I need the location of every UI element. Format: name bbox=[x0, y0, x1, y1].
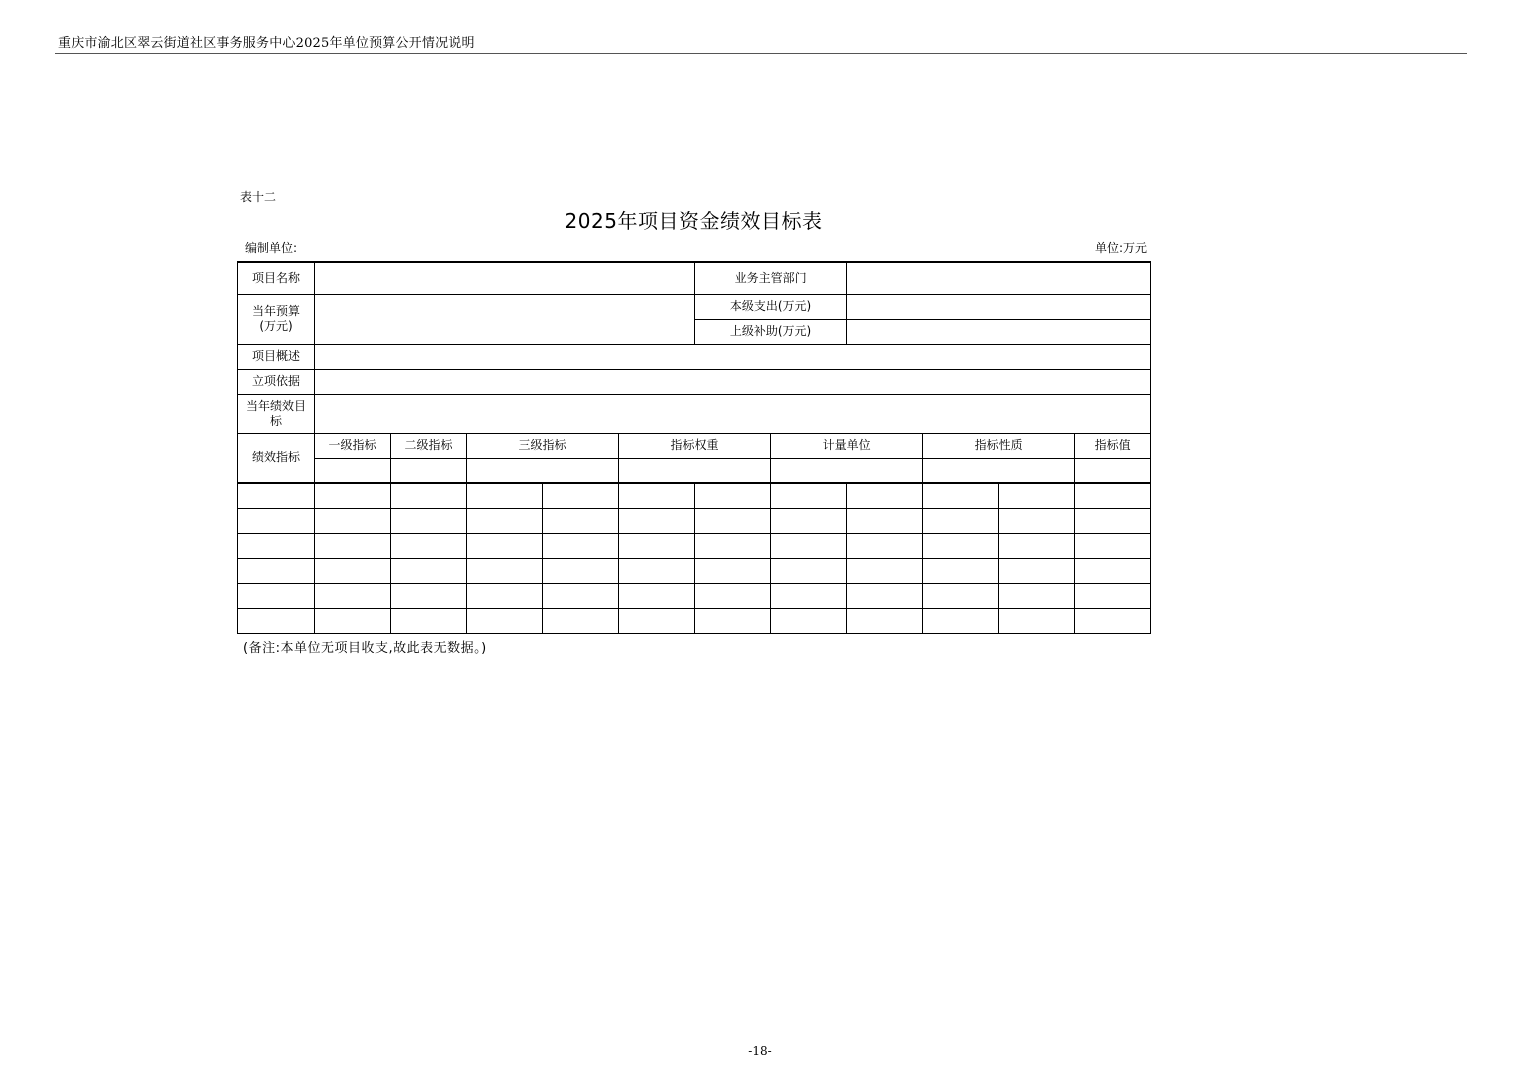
empty-cell bbox=[695, 558, 771, 583]
project-name-value bbox=[315, 262, 695, 294]
own-spend-value bbox=[847, 294, 1151, 319]
empty-cell bbox=[923, 508, 999, 533]
empty-cell bbox=[847, 483, 923, 508]
empty-cell bbox=[315, 483, 391, 508]
annual-budget-label-line2: (万元) bbox=[259, 319, 293, 333]
empty-cell bbox=[619, 483, 695, 508]
currency-unit-label: 单位:万元 bbox=[1094, 241, 1147, 255]
own-spend-label: 本级支出(万元) bbox=[695, 294, 847, 319]
empty-cell bbox=[923, 608, 999, 633]
empty-cell bbox=[999, 533, 1075, 558]
table-title: 2025年项目资金绩效目标表 bbox=[564, 209, 823, 233]
table-row bbox=[238, 483, 1151, 508]
empty-cell bbox=[695, 483, 771, 508]
empty-cell bbox=[1075, 558, 1151, 583]
empty-cell bbox=[847, 533, 923, 558]
empty-cell bbox=[1075, 583, 1151, 608]
empty-cell bbox=[923, 533, 999, 558]
performance-target-table bbox=[237, 261, 1151, 634]
annual-goal-label-line1: 当年绩效目 bbox=[245, 398, 306, 413]
empty-cell bbox=[695, 583, 771, 608]
indicator-cell bbox=[771, 458, 923, 483]
empty-cell bbox=[238, 508, 315, 533]
empty-cell bbox=[771, 508, 847, 533]
empty-cell bbox=[543, 608, 619, 633]
empty-cell bbox=[1075, 483, 1151, 508]
indicator-cell bbox=[619, 458, 771, 483]
empty-cell bbox=[999, 583, 1075, 608]
project-name-label: 项目名称 bbox=[238, 262, 315, 294]
header-level3-indicator: 三级指标 bbox=[467, 433, 619, 458]
table-row bbox=[238, 508, 1151, 533]
indicator-cell bbox=[391, 458, 467, 483]
annual-budget-label bbox=[238, 294, 315, 344]
header-measure-unit: 计量单位 bbox=[771, 433, 923, 458]
empty-cell bbox=[619, 583, 695, 608]
annual-budget-value bbox=[315, 294, 695, 344]
empty-cell bbox=[391, 508, 467, 533]
empty-cell bbox=[467, 558, 543, 583]
basis-label: 立项依据 bbox=[238, 369, 315, 394]
empty-cell bbox=[467, 508, 543, 533]
empty-cell bbox=[543, 583, 619, 608]
empty-cell bbox=[391, 558, 467, 583]
indicators-label: 绩效指标 bbox=[238, 433, 315, 483]
annual-goal-value bbox=[315, 394, 1151, 433]
empty-cell bbox=[619, 533, 695, 558]
empty-cell bbox=[543, 508, 619, 533]
dept-value bbox=[847, 262, 1151, 294]
header-level1-indicator: 一级指标 bbox=[315, 433, 391, 458]
table-row bbox=[238, 608, 1151, 633]
basis-value bbox=[315, 369, 1151, 394]
empty-cell bbox=[315, 558, 391, 583]
preparing-unit-label: 编制单位: bbox=[245, 241, 298, 255]
empty-cell bbox=[238, 608, 315, 633]
empty-cell bbox=[238, 583, 315, 608]
empty-cell bbox=[771, 483, 847, 508]
table-note: (备注:本单位无项目收支,故此表无数据。) bbox=[243, 641, 487, 656]
empty-cell bbox=[695, 508, 771, 533]
dept-label: 业务主管部门 bbox=[695, 262, 847, 294]
indicator-cell bbox=[923, 458, 1075, 483]
indicator-cell bbox=[1075, 458, 1151, 483]
empty-cell bbox=[543, 483, 619, 508]
empty-cell bbox=[1075, 508, 1151, 533]
empty-cell bbox=[315, 583, 391, 608]
empty-cell bbox=[315, 608, 391, 633]
empty-cell bbox=[771, 583, 847, 608]
empty-cell bbox=[771, 533, 847, 558]
empty-cell bbox=[315, 508, 391, 533]
empty-cell bbox=[771, 608, 847, 633]
empty-cell bbox=[847, 558, 923, 583]
header-indicator-nature: 指标性质 bbox=[923, 433, 1075, 458]
annual-goal-label bbox=[238, 394, 315, 433]
empty-cell bbox=[391, 533, 467, 558]
empty-cell bbox=[695, 533, 771, 558]
empty-cell bbox=[391, 608, 467, 633]
empty-cell bbox=[771, 558, 847, 583]
empty-cell bbox=[619, 558, 695, 583]
empty-cell bbox=[1075, 608, 1151, 633]
empty-cell bbox=[619, 608, 695, 633]
empty-cell bbox=[923, 558, 999, 583]
upper-subsidy-label: 上级补助(万元) bbox=[695, 319, 847, 344]
indicator-cell bbox=[315, 458, 391, 483]
overview-label: 项目概述 bbox=[238, 344, 315, 369]
upper-subsidy-value bbox=[847, 319, 1151, 344]
annual-budget-label-line1: 当年预算 bbox=[251, 304, 300, 318]
empty-cell bbox=[315, 533, 391, 558]
table-row bbox=[238, 583, 1151, 608]
header-indicator-value: 指标值 bbox=[1075, 433, 1151, 458]
empty-cell bbox=[999, 608, 1075, 633]
table-row bbox=[238, 533, 1151, 558]
empty-cell bbox=[238, 558, 315, 583]
empty-cell bbox=[391, 583, 467, 608]
running-header-title: 重庆市渝北区翠云街道社区事务服务中心2025年单位预算公开情况说明 bbox=[58, 36, 475, 51]
empty-cell bbox=[847, 508, 923, 533]
header-indicator-weight: 指标权重 bbox=[619, 433, 771, 458]
empty-cell bbox=[467, 608, 543, 633]
empty-cell bbox=[543, 533, 619, 558]
empty-cell bbox=[999, 558, 1075, 583]
empty-cell bbox=[847, 583, 923, 608]
page-number: -18- bbox=[748, 1044, 772, 1058]
annual-goal-label-line2: 标 bbox=[269, 413, 282, 428]
empty-cell bbox=[543, 558, 619, 583]
header-rule bbox=[55, 53, 1467, 54]
empty-cell bbox=[923, 483, 999, 508]
empty-cell bbox=[391, 483, 467, 508]
empty-cell bbox=[999, 508, 1075, 533]
table-number: 表十二 bbox=[240, 190, 277, 204]
empty-cell bbox=[923, 583, 999, 608]
empty-cell bbox=[467, 533, 543, 558]
table-row bbox=[238, 558, 1151, 583]
overview-value bbox=[315, 344, 1151, 369]
empty-cell bbox=[467, 583, 543, 608]
empty-cell bbox=[467, 483, 543, 508]
indicator-cell bbox=[467, 458, 619, 483]
empty-cell bbox=[1075, 533, 1151, 558]
empty-cell bbox=[238, 483, 315, 508]
header-level2-indicator: 二级指标 bbox=[391, 433, 467, 458]
empty-cell bbox=[847, 608, 923, 633]
empty-cell bbox=[619, 508, 695, 533]
empty-cell bbox=[238, 533, 315, 558]
empty-cell bbox=[695, 608, 771, 633]
empty-cell bbox=[999, 483, 1075, 508]
